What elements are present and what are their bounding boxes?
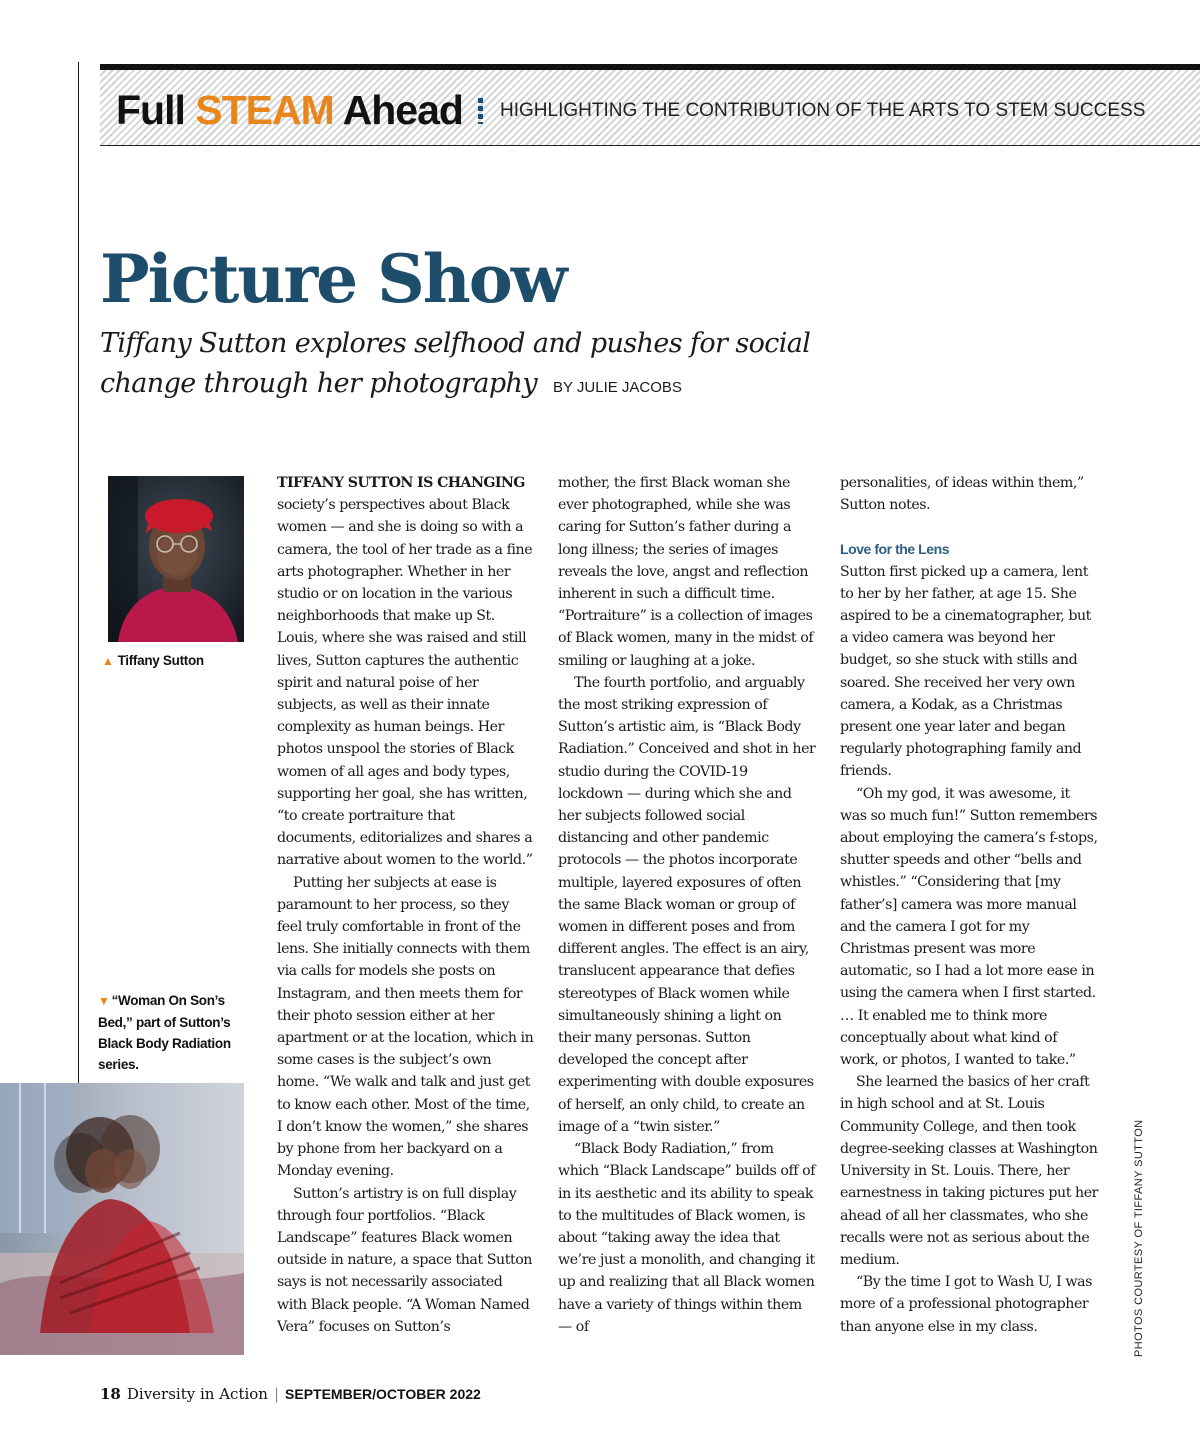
caption-up-arrow-icon: ▲ [102,654,114,668]
paragraph: Sutton first picked up a camera, lent to her by her father, at age 15. She aspired to be a cinematographer, but a video camera was beyond her budget, so she stuck with stills and soared. She received her very own camera, a Kodak, as a Christmas present one year later and began regularly photographing family and friends. [840,563,1091,780]
body-column-2 [558,472,816,1338]
paragraph-text: society’s perspectives about Black women — and she is doing so with a camera, the tool of her trade as a fine arts photographer. Whether in her studio or on location in the various neighborhoods that make up St. Louis, where she was raised and still lives, Sutton captures the authentic spirit and natural poise of her subjects, as well as their innate complexity as human beings. Her photos unspool the stories of Black women of all ages and body types, supporting her goal, she has written, “to create portraiture that documents, editorializes and shares a narrative about women to the world.” [277,497,533,869]
section-subhead: Love for the Lens [840,541,950,558]
left-margin-rule [78,62,79,1090]
footer-separator: | [273,1385,280,1403]
page-number: 18 [100,1385,121,1403]
paragraph: The fourth portfolio, and arguably the most striking expression of Sutton’s artistic aim, is “Black Body Radiation.” Conceived and shot in her studio during the COVID-19 lockdown — during which she and her subjects followed social distancing and other pandemic protocols — the photos incorporate multiple, layered exposures of often the same Black woman or group of women in different poses and from different angles. The effect is an airy, translucent appearance that defies stereotypes of Black women while simultaneously shining a light on their many personas. Sutton developed the concept after experimenting with double exposures of herself, an only child, to create an image of a “twin sister.” [558,674,816,1135]
paragraph: Putting her subjects at ease is paramount to her process, so they feel truly comfortable in front of the lens. She initially connects with them via calls for models she posts on Instagram, and then meets them for their photo session either at her apartment or at the location, which in some cases is the subject’s own home. “We walk and talk and just get to know each other. Most of the time, I don’t know the women,” she shares by phone from her backyard on a Monday evening. [277,874,534,1180]
bed-photo [0,1083,244,1355]
article-deck [100,324,860,408]
portrait-caption [102,650,252,672]
paragraph: “By the time I got to Wash U, I was more of a professional photographer than anyone else in my class. [840,1274,1092,1335]
banner-tagline: HIGHLIGHTING THE CONTRIBUTION OF THE ARTS TO STEM SUCCESS [500,100,1146,121]
portrait-caption-text: Tiffany Sutton [117,653,204,668]
banner-title-part2: Ahead [333,87,463,133]
bed-photo-caption [98,990,248,1075]
paragraph: mother, the first Black woman she ever photographed, while she was caring for Sutton’s father during a long illness; the series of images reveals the love, angst and reflection inherent in such a difficult time. “Portraiture” is a collection of images of Black women, many in the midst of smiling or laughing at a joke. [558,475,814,669]
section-banner [100,64,1200,146]
banner-separator-icon [478,98,483,124]
paragraph [277,472,535,872]
portrait-photo [108,476,244,642]
caption-down-arrow-icon: ▼ [98,994,110,1008]
banner-title-part1: Full [116,87,196,133]
banner-title [116,86,463,134]
publication-name: Diversity in Action [126,1385,268,1403]
body-column-3 [840,472,1098,1338]
paragraph: “Oh my god, it was awesome, it was so much fun!” Sutton remembers about employing the camera’s f-stops, shutter speeds and other “bells and whistles.” “Considering that [my father’s] camera was more manual and the camera I got for my Christmas present was more automatic, so I had a lot more ease in using the camera when I first started. … It enabled me to think more conceptually about what kind of work, or photos, I wanted to take.” [840,785,1098,1069]
banner-title-accent: STEAM [195,87,334,133]
byline: BY JULIE JACOBS [553,379,682,396]
photo-credit: PHOTOS COURTESY OF TIFFANY SUTTON [1133,1119,1145,1357]
issue-date: SEPTEMBER/OCTOBER 2022 [285,1386,481,1402]
lead-in: TIFFANY SUTTON IS CHANGING [277,475,525,491]
bed-photo-caption-text: “Woman On Son’s Bed,” part of Sutton’s Black Body Radiation series. [98,993,231,1072]
paragraph: She learned the basics of her craft in high school and at St. Louis Community College, and then took degree-seeking classes at Washington University in St. Louis. There, her earnestness in taking pictures put her ahead of all her classmates, who she recalls were not as serious about the medium. [840,1074,1098,1268]
paragraph: personalities, of ideas within them,” Sutton notes. [840,475,1084,514]
body-column-1 [277,472,535,1338]
paragraph: Sutton’s artistry is on full display through four portfolios. “Black Landscape” features Black women outside in nature, a space that Sutton says is not necessarily associated with Black people. “A Woman Named Vera” focuses on Sutton’s [277,1185,532,1335]
page-footer [100,1383,481,1405]
deck-text: Tiffany Sutton explores selfhood and pushes for social change through her photography [100,328,811,399]
paragraph: “Black Body Radiation,” from which “Black Landscape” builds off of in its aesthetic and its ability to speak to the multitudes of Black women, is about “taking away the idea that we’re just a monolith, and changing it up and realizing that all Black women have a variety of things within them — of [558,1141,816,1335]
article-headline: Picture Show [100,240,566,318]
